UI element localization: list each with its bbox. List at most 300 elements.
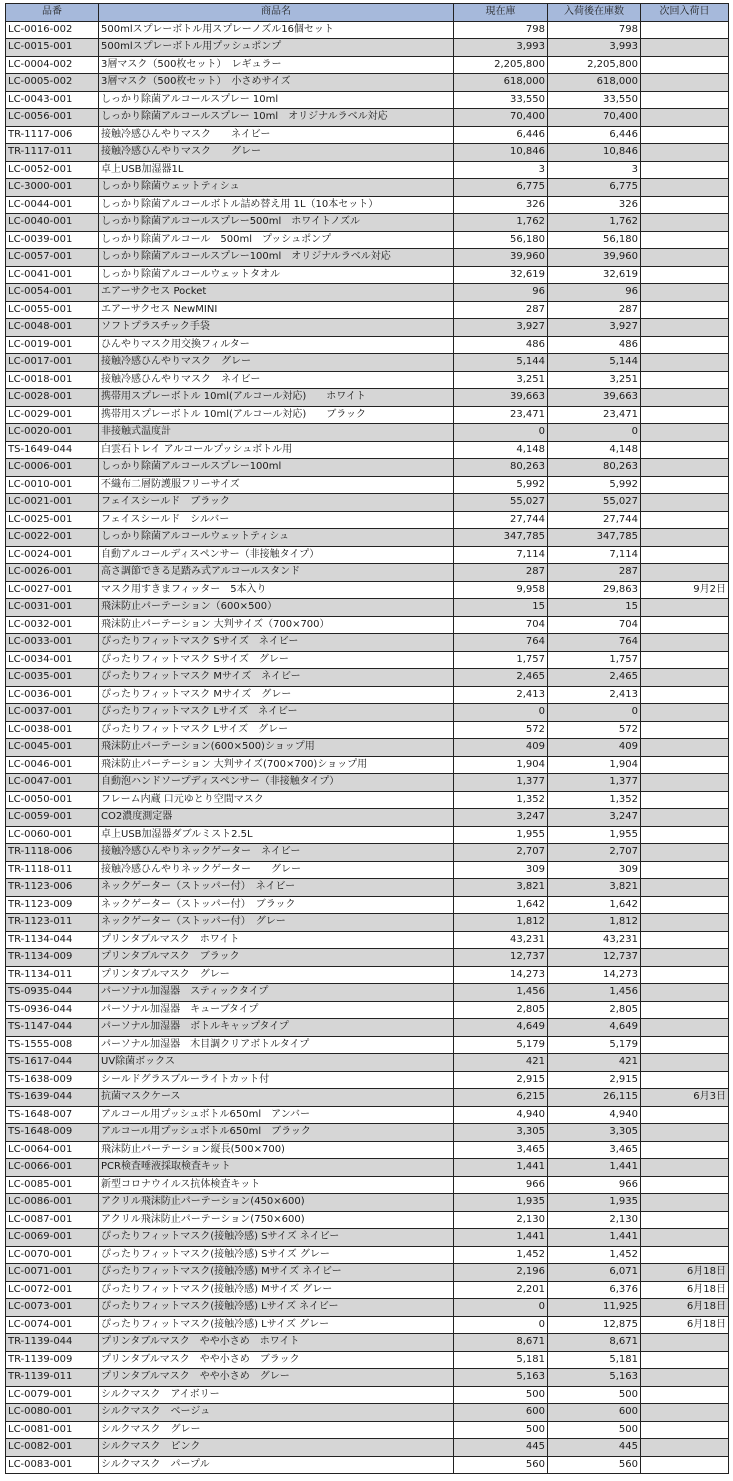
cell-stock-after-arrival: 5,179: [548, 1036, 641, 1054]
cell-product-code: LC-0086-001: [6, 1194, 99, 1212]
cell-next-arrival-date: [641, 1456, 729, 1474]
cell-stock-after-arrival: 43,231: [548, 931, 641, 949]
cell-product-name: 接触冷感ひんやりマスク グレー: [99, 144, 454, 162]
cell-next-arrival-date: [641, 599, 729, 617]
cell-product-code: LC-0072-001: [6, 1281, 99, 1299]
cell-product-name: 新型コロナウイルス抗体検査キット: [99, 1176, 454, 1194]
table-row: [6, 1264, 729, 1282]
cell-product-code: TS-1147-044: [6, 1019, 99, 1037]
cell-product-code: TS-0935-044: [6, 984, 99, 1002]
cell-current-stock: 4,940: [454, 1106, 548, 1124]
table-row: [6, 616, 729, 634]
table-row: [6, 791, 729, 809]
cell-next-arrival-date: [641, 1369, 729, 1387]
cell-stock-after-arrival: 600: [548, 1404, 641, 1422]
cell-product-code: LC-0074-001: [6, 1316, 99, 1334]
cell-next-arrival-date: [641, 126, 729, 144]
cell-next-arrival-date: [641, 1141, 729, 1159]
cell-product-name: ぴったりフィットマスク Sサイズ ネイビー: [99, 634, 454, 652]
cell-next-arrival-date: [641, 791, 729, 809]
table-row: [6, 1439, 729, 1457]
column-header-code: 品番: [6, 4, 99, 22]
table-row: [6, 931, 729, 949]
cell-next-arrival-date: [641, 1334, 729, 1352]
cell-product-code: TR-1117-006: [6, 126, 99, 144]
cell-product-code: LC-0021-001: [6, 494, 99, 512]
table-row: [6, 301, 729, 319]
cell-product-code: LC-0055-001: [6, 301, 99, 319]
cell-product-name: 携帯用スプレーボトル 10ml(アルコール対応) ホワイト: [99, 389, 454, 407]
table-row: [6, 809, 729, 827]
cell-product-code: TR-1123-006: [6, 879, 99, 897]
table-row: [6, 651, 729, 669]
cell-product-name: プリンタブルマスク ブラック: [99, 949, 454, 967]
table-row: [6, 984, 729, 1002]
cell-product-code: LC-0036-001: [6, 686, 99, 704]
cell-product-name: 自動泡ハンドソープディスペンサー（非接触タイプ）: [99, 774, 454, 792]
cell-next-arrival-date: [641, 1001, 729, 1019]
cell-product-name: プリンタブルマスク ホワイト: [99, 931, 454, 949]
cell-product-name: パーソナル加湿器 キューブタイプ: [99, 1001, 454, 1019]
cell-product-name: ぴったりフィットマスク Sサイズ グレー: [99, 651, 454, 669]
cell-next-arrival-date: [641, 161, 729, 179]
cell-product-code: LC-0060-001: [6, 826, 99, 844]
table-row: [6, 21, 729, 39]
table-row: [6, 319, 729, 337]
cell-current-stock: 1,452: [454, 1246, 548, 1264]
cell-product-name: シルクマスク パープル: [99, 1456, 454, 1474]
cell-current-stock: 2,205,800: [454, 56, 548, 74]
cell-product-code: LC-0073-001: [6, 1299, 99, 1317]
cell-product-name: 接触冷感ひんやりネックゲーター グレー: [99, 861, 454, 879]
cell-stock-after-arrival: 55,027: [548, 494, 641, 512]
cell-next-arrival-date: [641, 284, 729, 302]
cell-stock-after-arrival: 2,413: [548, 686, 641, 704]
cell-stock-after-arrival: 2,915: [548, 1071, 641, 1089]
inventory-table: [5, 3, 729, 1474]
cell-next-arrival-date: [641, 336, 729, 354]
cell-current-stock: 287: [454, 564, 548, 582]
cell-product-name: アクリル飛沫防止パーテーション(750×600): [99, 1211, 454, 1229]
cell-next-arrival-date: [641, 319, 729, 337]
cell-product-code: TS-0936-044: [6, 1001, 99, 1019]
table-row: [6, 599, 729, 617]
cell-current-stock: 39,663: [454, 389, 548, 407]
cell-next-arrival-date: [641, 774, 729, 792]
cell-next-arrival-date: [641, 179, 729, 197]
cell-product-name: ネックゲーター（ストッパー付） ネイビー: [99, 879, 454, 897]
cell-next-arrival-date: [641, 616, 729, 634]
cell-stock-after-arrival: 2,465: [548, 669, 641, 687]
cell-stock-after-arrival: 5,144: [548, 354, 641, 372]
cell-next-arrival-date: [641, 39, 729, 57]
cell-stock-after-arrival: 3,251: [548, 371, 641, 389]
cell-next-arrival-date: [641, 231, 729, 249]
cell-next-arrival-date: [641, 56, 729, 74]
cell-product-code: LC-0059-001: [6, 809, 99, 827]
table-row: [6, 1071, 729, 1089]
cell-next-arrival-date: [641, 511, 729, 529]
table-row: [6, 231, 729, 249]
cell-stock-after-arrival: 2,130: [548, 1211, 641, 1229]
cell-product-code: LC-0022-001: [6, 529, 99, 547]
cell-product-name: シールドグラスブルーライトカット付: [99, 1071, 454, 1089]
cell-product-name: ネックゲーター（ストッパー付） グレー: [99, 914, 454, 932]
cell-product-code: LC-0026-001: [6, 564, 99, 582]
table-row: [6, 879, 729, 897]
cell-current-stock: 70,400: [454, 109, 548, 127]
cell-product-code: LC-0071-001: [6, 1264, 99, 1282]
cell-next-arrival-date: [641, 721, 729, 739]
cell-product-name: 卓上USB加湿器1L: [99, 161, 454, 179]
cell-stock-after-arrival: 29,863: [548, 581, 641, 599]
cell-product-name: ぴったりフィットマスク(接触冷感) Mサイズ ネイビー: [99, 1264, 454, 1282]
cell-current-stock: 618,000: [454, 74, 548, 92]
cell-product-code: LC-0054-001: [6, 284, 99, 302]
cell-next-arrival-date: 6月18日: [641, 1316, 729, 1334]
cell-product-name: UV除菌ボックス: [99, 1054, 454, 1072]
cell-product-code: LC-0028-001: [6, 389, 99, 407]
cell-stock-after-arrival: 2,707: [548, 844, 641, 862]
cell-stock-after-arrival: 704: [548, 616, 641, 634]
cell-stock-after-arrival: 5,181: [548, 1351, 641, 1369]
cell-product-code: TR-1134-011: [6, 966, 99, 984]
table-row: [6, 126, 729, 144]
table-header-row: [6, 4, 729, 22]
cell-current-stock: 8,671: [454, 1334, 548, 1352]
cell-current-stock: 1,456: [454, 984, 548, 1002]
cell-product-code: TS-1555-008: [6, 1036, 99, 1054]
cell-product-code: LC-0031-001: [6, 599, 99, 617]
cell-product-code: LC-0039-001: [6, 231, 99, 249]
cell-product-name: しっかり除菌アルコールウェットタオル: [99, 266, 454, 284]
cell-next-arrival-date: [641, 844, 729, 862]
cell-product-name: 飛沫防止パーテーション(600×500)ショップ用: [99, 739, 454, 757]
cell-product-code: LC-0005-002: [6, 74, 99, 92]
table-row: [6, 74, 729, 92]
cell-product-code: TS-1638-009: [6, 1071, 99, 1089]
cell-product-name: フレーム内蔵 口元ゆとり空間マスク: [99, 791, 454, 809]
cell-stock-after-arrival: 572: [548, 721, 641, 739]
table-row: [6, 1456, 729, 1474]
cell-next-arrival-date: [641, 1246, 729, 1264]
cell-product-name: しっかり除菌アルコールスプレー100ml オリジナルラベル対応: [99, 249, 454, 267]
cell-current-stock: 2,707: [454, 844, 548, 862]
cell-current-stock: 560: [454, 1456, 548, 1474]
cell-stock-after-arrival: 1,377: [548, 774, 641, 792]
cell-product-name: ぴったりフィットマスク(接触冷感) Mサイズ グレー: [99, 1281, 454, 1299]
cell-product-code: LC-0057-001: [6, 249, 99, 267]
cell-current-stock: 966: [454, 1176, 548, 1194]
cell-next-arrival-date: [641, 914, 729, 932]
cell-stock-after-arrival: 1,352: [548, 791, 641, 809]
table-row: [6, 144, 729, 162]
cell-next-arrival-date: [641, 949, 729, 967]
table-row: [6, 529, 729, 547]
cell-stock-after-arrival: 3,821: [548, 879, 641, 897]
cell-stock-after-arrival: 347,785: [548, 529, 641, 547]
cell-next-arrival-date: [641, 1351, 729, 1369]
cell-product-code: LC-0024-001: [6, 546, 99, 564]
cell-next-arrival-date: [641, 109, 729, 127]
cell-product-name: 卓上USB加湿器ダブルミスト2.5L: [99, 826, 454, 844]
cell-next-arrival-date: [641, 861, 729, 879]
cell-stock-after-arrival: 486: [548, 336, 641, 354]
table-row: [6, 406, 729, 424]
table-row: [6, 704, 729, 722]
cell-current-stock: 704: [454, 616, 548, 634]
cell-current-stock: 2,130: [454, 1211, 548, 1229]
cell-current-stock: 798: [454, 21, 548, 39]
table-row: [6, 1089, 729, 1107]
cell-stock-after-arrival: 10,846: [548, 144, 641, 162]
cell-stock-after-arrival: 8,671: [548, 1334, 641, 1352]
cell-current-stock: 500: [454, 1421, 548, 1439]
cell-current-stock: 1,352: [454, 791, 548, 809]
cell-product-name: ネックゲーター（ストッパー付） ブラック: [99, 896, 454, 914]
column-header-next-arrival: 次回入荷日: [641, 4, 729, 22]
cell-product-code: LC-0033-001: [6, 634, 99, 652]
cell-stock-after-arrival: 3,305: [548, 1124, 641, 1142]
cell-product-code: LC-0025-001: [6, 511, 99, 529]
cell-current-stock: 56,180: [454, 231, 548, 249]
cell-current-stock: 3,821: [454, 879, 548, 897]
cell-next-arrival-date: [641, 1036, 729, 1054]
cell-next-arrival-date: [641, 476, 729, 494]
cell-product-code: LC-0044-001: [6, 196, 99, 214]
cell-product-code: LC-0016-002: [6, 21, 99, 39]
cell-current-stock: 5,144: [454, 354, 548, 372]
cell-next-arrival-date: [641, 879, 729, 897]
cell-current-stock: 764: [454, 634, 548, 652]
table-row: [6, 914, 729, 932]
cell-next-arrival-date: [641, 529, 729, 547]
cell-product-code: LC-0080-001: [6, 1404, 99, 1422]
cell-product-name: 自動アルコールディスペンサー（非接触タイプ）: [99, 546, 454, 564]
cell-current-stock: 2,413: [454, 686, 548, 704]
table-row: [6, 494, 729, 512]
cell-product-name: 500mlスプレーボトル用プッシュポンプ: [99, 39, 454, 57]
table-row: [6, 949, 729, 967]
cell-product-name: シルクマスク アイボリー: [99, 1386, 454, 1404]
cell-product-code: LC-0020-001: [6, 424, 99, 442]
cell-current-stock: 1,441: [454, 1229, 548, 1247]
cell-product-name: プリンタブルマスク やや小さめ グレー: [99, 1369, 454, 1387]
cell-product-name: ぴったりフィットマスク Mサイズ グレー: [99, 686, 454, 704]
table-row: [6, 1106, 729, 1124]
table-row: [6, 1334, 729, 1352]
cell-next-arrival-date: [641, 984, 729, 1002]
cell-current-stock: 3: [454, 161, 548, 179]
table-row: [6, 214, 729, 232]
cell-product-name: ぴったりフィットマスク Lサイズ グレー: [99, 721, 454, 739]
cell-product-name: プリンタブルマスク グレー: [99, 966, 454, 984]
cell-product-code: LC-0083-001: [6, 1456, 99, 1474]
cell-next-arrival-date: [641, 424, 729, 442]
cell-current-stock: 2,196: [454, 1264, 548, 1282]
table-row: [6, 284, 729, 302]
cell-product-name: フェイスシールド シルバー: [99, 511, 454, 529]
cell-product-name: 接触冷感ひんやりネックゲーター ネイビー: [99, 844, 454, 862]
cell-product-code: TS-1649-044: [6, 441, 99, 459]
table-row: [6, 826, 729, 844]
cell-next-arrival-date: [641, 1054, 729, 1072]
cell-product-code: TS-1617-044: [6, 1054, 99, 1072]
cell-next-arrival-date: [641, 966, 729, 984]
cell-product-code: TR-1123-009: [6, 896, 99, 914]
cell-current-stock: 80,263: [454, 459, 548, 477]
cell-product-name: 接触冷感ひんやりマスク ネイビー: [99, 126, 454, 144]
cell-stock-after-arrival: 3,465: [548, 1141, 641, 1159]
cell-product-name: 携帯用スプレーボトル 10ml(アルコール対応) ブラック: [99, 406, 454, 424]
cell-product-name: ぴったりフィットマスク Mサイズ ネイビー: [99, 669, 454, 687]
cell-product-code: LC-0038-001: [6, 721, 99, 739]
cell-next-arrival-date: [641, 406, 729, 424]
cell-current-stock: 409: [454, 739, 548, 757]
cell-current-stock: 421: [454, 1054, 548, 1072]
table-row: [6, 1246, 729, 1264]
column-header-stock: 現在庫: [454, 4, 548, 22]
cell-next-arrival-date: [641, 634, 729, 652]
table-row: [6, 1386, 729, 1404]
cell-next-arrival-date: [641, 196, 729, 214]
cell-next-arrival-date: [641, 144, 729, 162]
cell-product-name: ぴったりフィットマスク(接触冷感) Sサイズ ネイビー: [99, 1229, 454, 1247]
cell-current-stock: 15: [454, 599, 548, 617]
cell-next-arrival-date: [641, 704, 729, 722]
cell-next-arrival-date: [641, 669, 729, 687]
cell-next-arrival-date: [641, 1404, 729, 1422]
cell-product-name: しっかり除菌アルコールスプレー 10ml: [99, 91, 454, 109]
cell-product-name: 飛沫防止パーテーション 大判サイズ(700×700)ショップ用: [99, 756, 454, 774]
cell-product-name: アルコール用プッシュボトル650ml ブラック: [99, 1124, 454, 1142]
cell-current-stock: 0: [454, 1299, 548, 1317]
cell-next-arrival-date: [641, 651, 729, 669]
table-row: [6, 1176, 729, 1194]
table-row: [6, 1281, 729, 1299]
cell-stock-after-arrival: 1,441: [548, 1229, 641, 1247]
cell-next-arrival-date: [641, 826, 729, 844]
cell-product-name: PCR検査唾液採取検査キット: [99, 1159, 454, 1177]
table-body: [6, 21, 729, 1474]
cell-stock-after-arrival: 1,812: [548, 914, 641, 932]
table-row: [6, 1351, 729, 1369]
cell-stock-after-arrival: 421: [548, 1054, 641, 1072]
cell-current-stock: 43,231: [454, 931, 548, 949]
cell-stock-after-arrival: 3,993: [548, 39, 641, 57]
cell-product-name: マスク用すきまフィッター 5本入り: [99, 581, 454, 599]
cell-stock-after-arrival: 32,619: [548, 266, 641, 284]
cell-product-name: しっかり除菌アルコールスプレー100ml: [99, 459, 454, 477]
cell-current-stock: 55,027: [454, 494, 548, 512]
cell-current-stock: 27,744: [454, 511, 548, 529]
cell-current-stock: 6,775: [454, 179, 548, 197]
cell-next-arrival-date: [641, 1159, 729, 1177]
cell-product-code: TR-1139-044: [6, 1334, 99, 1352]
cell-product-name: 飛沫防止パーテーション縦長(500×700): [99, 1141, 454, 1159]
table-row: [6, 634, 729, 652]
cell-current-stock: 5,992: [454, 476, 548, 494]
cell-current-stock: 600: [454, 1404, 548, 1422]
cell-product-name: プリンタブルマスク やや小さめ ホワイト: [99, 1334, 454, 1352]
cell-next-arrival-date: [641, 739, 729, 757]
cell-current-stock: 1,441: [454, 1159, 548, 1177]
cell-stock-after-arrival: 96: [548, 284, 641, 302]
cell-next-arrival-date: [641, 1124, 729, 1142]
cell-product-code: LC-0006-001: [6, 459, 99, 477]
table-row: [6, 371, 729, 389]
cell-current-stock: 4,148: [454, 441, 548, 459]
cell-current-stock: 309: [454, 861, 548, 879]
cell-product-code: LC-0037-001: [6, 704, 99, 722]
cell-stock-after-arrival: 7,114: [548, 546, 641, 564]
cell-product-code: TR-1118-006: [6, 844, 99, 862]
cell-product-name: アルコール用プッシュボトル650ml アンバー: [99, 1106, 454, 1124]
cell-next-arrival-date: [641, 686, 729, 704]
cell-product-name: 高さ調節できる足踏み式アルコールスタンド: [99, 564, 454, 582]
cell-next-arrival-date: [641, 1421, 729, 1439]
cell-next-arrival-date: [641, 21, 729, 39]
cell-product-code: LC-0064-001: [6, 1141, 99, 1159]
cell-product-name: ひんやりマスク用交換フィルター: [99, 336, 454, 354]
cell-product-name: しっかり除菌ウェットティシュ: [99, 179, 454, 197]
table-row: [6, 966, 729, 984]
cell-next-arrival-date: 6月18日: [641, 1264, 729, 1282]
cell-next-arrival-date: 6月18日: [641, 1281, 729, 1299]
cell-product-code: LC-0070-001: [6, 1246, 99, 1264]
cell-current-stock: 2,805: [454, 1001, 548, 1019]
cell-next-arrival-date: [641, 494, 729, 512]
cell-product-name: シルクマスク グレー: [99, 1421, 454, 1439]
cell-next-arrival-date: [641, 441, 729, 459]
cell-product-name: アクリル飛沫防止パーテーション(450×600): [99, 1194, 454, 1212]
cell-product-name: 3層マスク（500枚セット） レギュラー: [99, 56, 454, 74]
table-row: [6, 1421, 729, 1439]
table-row: [6, 739, 729, 757]
cell-current-stock: 12,737: [454, 949, 548, 967]
cell-product-code: TR-1134-009: [6, 949, 99, 967]
cell-product-code: LC-0081-001: [6, 1421, 99, 1439]
cell-stock-after-arrival: 27,744: [548, 511, 641, 529]
cell-current-stock: 445: [454, 1439, 548, 1457]
cell-product-name: シルクマスク ピンク: [99, 1439, 454, 1457]
cell-current-stock: 1,377: [454, 774, 548, 792]
cell-stock-after-arrival: 1,955: [548, 826, 641, 844]
cell-product-code: LC-0048-001: [6, 319, 99, 337]
cell-current-stock: 6,446: [454, 126, 548, 144]
table-row: [6, 39, 729, 57]
cell-stock-after-arrival: 445: [548, 1439, 641, 1457]
cell-next-arrival-date: [641, 1176, 729, 1194]
cell-current-stock: 2,465: [454, 669, 548, 687]
cell-stock-after-arrival: 15: [548, 599, 641, 617]
cell-product-code: LC-0079-001: [6, 1386, 99, 1404]
cell-stock-after-arrival: 309: [548, 861, 641, 879]
cell-product-code: LC-0047-001: [6, 774, 99, 792]
cell-next-arrival-date: [641, 1106, 729, 1124]
cell-product-name: 飛沫防止パーテーション（600×500）: [99, 599, 454, 617]
cell-stock-after-arrival: 560: [548, 1456, 641, 1474]
cell-current-stock: 3,927: [454, 319, 548, 337]
cell-product-name: ぴったりフィットマスク(接触冷感) Sサイズ グレー: [99, 1246, 454, 1264]
cell-product-name: 不織布二層防護服フリーサイズ: [99, 476, 454, 494]
cell-current-stock: 1,762: [454, 214, 548, 232]
cell-next-arrival-date: [641, 896, 729, 914]
cell-current-stock: 32,619: [454, 266, 548, 284]
cell-product-code: LC-0034-001: [6, 651, 99, 669]
cell-stock-after-arrival: 1,441: [548, 1159, 641, 1177]
table-row: [6, 1369, 729, 1387]
